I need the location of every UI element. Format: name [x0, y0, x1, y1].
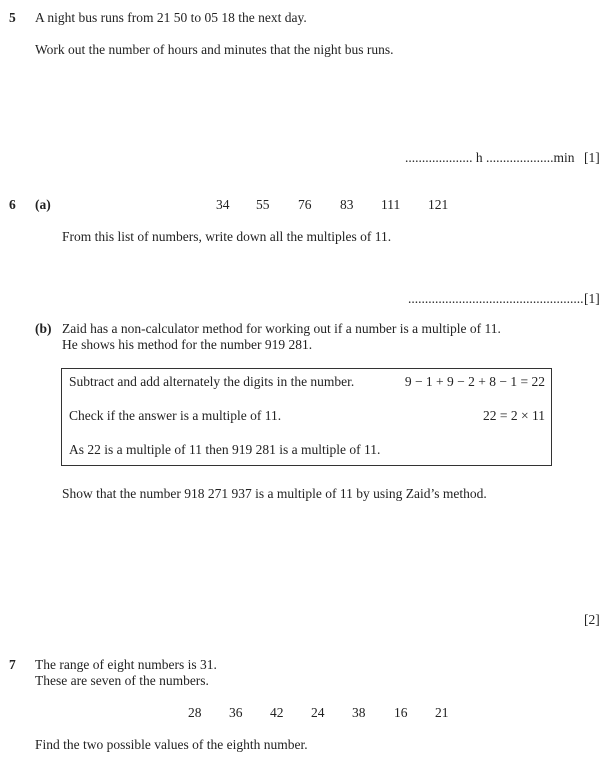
hours-label: h — [475, 150, 483, 165]
minutes-label: min — [553, 150, 575, 165]
question-7-number: 7 — [9, 657, 16, 672]
list-number: 34 — [216, 197, 230, 212]
method-step-2-text: Check if the answer is a multiple of 11. — [69, 408, 282, 423]
question-5-line2: Work out the number of hours and minutes that the night bus runs. — [35, 42, 394, 57]
method-step-1-text: Subtract and add alternately the digits in the number. — [69, 374, 355, 389]
question-6b-marks: [2] — [584, 612, 600, 627]
method-step-1-calc: 9 − 1 + 9 − 2 + 8 − 1 = 22 — [404, 374, 545, 389]
question-6a-marks: [1] — [584, 291, 600, 306]
question-6-number: 6 — [9, 197, 16, 212]
question-6a-answer-line: .................................................... — [408, 291, 584, 306]
question-6b-instruction: Show that the number 918 271 937 is a multiple of 11 by using Zaid’s method. — [62, 486, 487, 501]
question-5-number: 5 — [9, 10, 16, 25]
list-number: 55 — [256, 197, 270, 212]
list-number: 42 — [270, 705, 284, 720]
list-number: 83 — [340, 197, 354, 212]
zaid-method-box — [61, 368, 552, 466]
list-number: 16 — [394, 705, 408, 720]
question-7-line2: These are seven of the numbers. — [35, 673, 209, 688]
list-number: 36 — [229, 705, 243, 720]
question-6b-label: (b) — [35, 321, 52, 336]
question-6a-instruction: From this list of numbers, write down all the multiples of 11. — [62, 229, 392, 244]
list-number: 38 — [352, 705, 366, 720]
method-step-2-calc: 22 = 2 × 11 — [483, 408, 545, 423]
list-number: 76 — [298, 197, 312, 212]
list-number: 121 — [428, 197, 449, 212]
question-7-instruction: Find the two possible values of the eighth number. — [35, 737, 308, 752]
list-number: 21 — [435, 705, 449, 720]
list-number: 28 — [188, 705, 202, 720]
question-5-answer-line — [405, 150, 575, 166]
question-5-line1: A night bus runs from 21 50 to 05 18 the next day. — [35, 10, 307, 25]
question-6b-line1: Zaid has a non-calculator method for working out if a number is a multiple of 11. — [62, 321, 501, 336]
method-step-3-text: As 22 is a multiple of 11 then 919 281 is a multiple of 11. — [69, 442, 381, 457]
hours-answer-dots: .................... — [405, 150, 473, 165]
list-number: 111 — [381, 197, 401, 212]
question-5-marks: [1] — [584, 150, 600, 165]
question-7-line1: The range of eight numbers is 31. — [35, 657, 217, 672]
question-6b-line2: He shows his method for the number 919 281. — [62, 337, 313, 352]
minutes-answer-dots: .................... — [486, 150, 554, 165]
list-number: 24 — [311, 705, 325, 720]
question-6a-label: (a) — [35, 197, 51, 212]
